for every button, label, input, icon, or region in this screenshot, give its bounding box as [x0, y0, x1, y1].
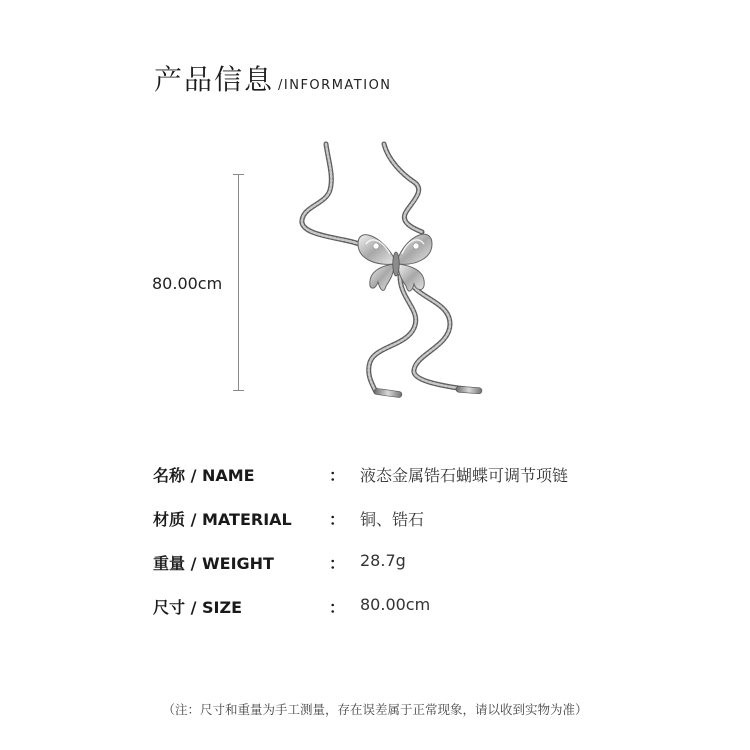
- spec-value: 80.00cm: [360, 595, 431, 614]
- end-bar-right: [456, 386, 482, 394]
- spec-value: 28.7g: [360, 551, 406, 570]
- spec-key: 名称 / NAME: [153, 466, 255, 485]
- spec-key: 材质 / MATERIAL: [153, 510, 292, 529]
- spec-colon: ：: [329, 598, 346, 617]
- dimension-cap-bottom: [233, 390, 244, 391]
- spec-row-material: [153, 504, 653, 548]
- chain-tail-right: [408, 276, 474, 390]
- chain-left: [302, 144, 364, 246]
- page-title: [154, 58, 392, 98]
- spec-colon: ：: [329, 510, 346, 529]
- spec-key: 重量 / WEIGHT: [153, 554, 274, 573]
- chain-right: [384, 144, 422, 232]
- page-title-en: /INFORMATION: [278, 78, 392, 93]
- butterfly-necklace-icon: [296, 140, 496, 410]
- end-bar-left: [374, 388, 403, 398]
- spec-colon: ：: [329, 466, 346, 485]
- chain-tail-left: [369, 276, 416, 392]
- spec-row-weight: [153, 548, 653, 592]
- spec-table: [153, 460, 653, 636]
- footnote: （注：尺寸和重量为手工测量，存在误差属于正常现象，请以收到实物为准）: [162, 702, 588, 717]
- dimension-line: [238, 174, 239, 390]
- spec-row-size: [153, 592, 653, 636]
- page-title-zh: 产品信息: [154, 63, 275, 96]
- butterfly-pendant: [358, 234, 432, 291]
- spec-value: 液态金属锆石蝴蝶可调节项链: [360, 466, 569, 485]
- spec-value: 铜、锆石: [360, 510, 425, 529]
- spec-row-name: [153, 460, 653, 504]
- spec-key: 尺寸 / SIZE: [153, 598, 242, 617]
- spec-colon: ：: [329, 554, 346, 573]
- dimension-label: 80.00cm: [152, 274, 223, 293]
